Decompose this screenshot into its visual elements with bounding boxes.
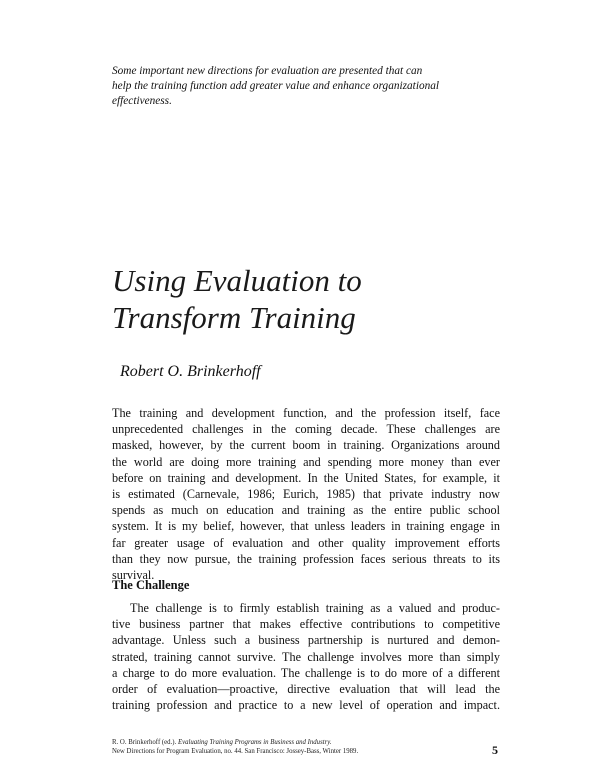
article-title [112,262,362,336]
paragraph-intro [112,405,500,583]
text-line: masked, however, by the current boom in training. Organizations around [112,438,500,453]
text-line: The training and development function, and the profession itself, face [112,406,500,420]
footer-publisher: , no. 44. San Francisco: Jossey-Bass, Winter 1989. [220,748,359,755]
text-line: tive business partner that makes effective contributions to competitive [112,617,500,632]
text-line: order of evaluation—proactive, directive evaluation that will lead the [112,682,500,697]
text-line: unprecedented challenges in the coming decade. These challenges are [112,422,500,437]
text-line: advantage. Unless such a business partnership is nurtured and demon- [112,633,500,648]
text-line: training profession and practice to a new level of operation and impact. [112,698,500,713]
intro-abstract: Some important new directions for evaluation are presented that can help the training function add greater value and enhance organizational effectiveness. [112,65,440,107]
title-line: Transform Training [112,300,356,335]
text-line: system. It is my belief, however, that unless leaders in training engage in [112,519,500,534]
footer-series: New Directions for Program Evaluation [112,748,221,755]
footer-book-title: Evaluating Training Programs in Business and Industry. [177,739,332,746]
text-line: before on training and development. In the United States, for example, it [112,470,500,485]
text-line: than they now pursue, the training profession faces serious threats to its [112,551,500,566]
text-line: is estimated (Carnevale, 1986; Eurich, 1985) that private industry now [112,487,500,502]
text-line: far greater usage of evaluation and other quality improvement efforts [112,535,500,550]
text-line: strated, training cannot survive. The challenge involves more than simply [112,649,500,664]
text-line: spends as much on education and training as the entire public school [112,503,500,518]
title-line: Using Evaluation to [112,263,362,298]
text-line: the world are doing more training and spending more money than ever [112,454,500,469]
citation-footer [112,738,358,756]
section-heading: The Challenge [112,578,190,592]
author-name: Robert O. Brinkerhoff [120,363,261,380]
paragraph-challenge [112,600,500,713]
text-line: survival. [112,568,155,583]
text-line: The challenge is to firmly establish training as a valued and produc- [130,601,500,615]
footer-editor: R. O. Brinkerhoff (ed.). [112,739,178,746]
text-line: a charge to do more evaluation. The challenge is to do more of a different [112,665,500,680]
page-number: 5 [492,743,498,757]
